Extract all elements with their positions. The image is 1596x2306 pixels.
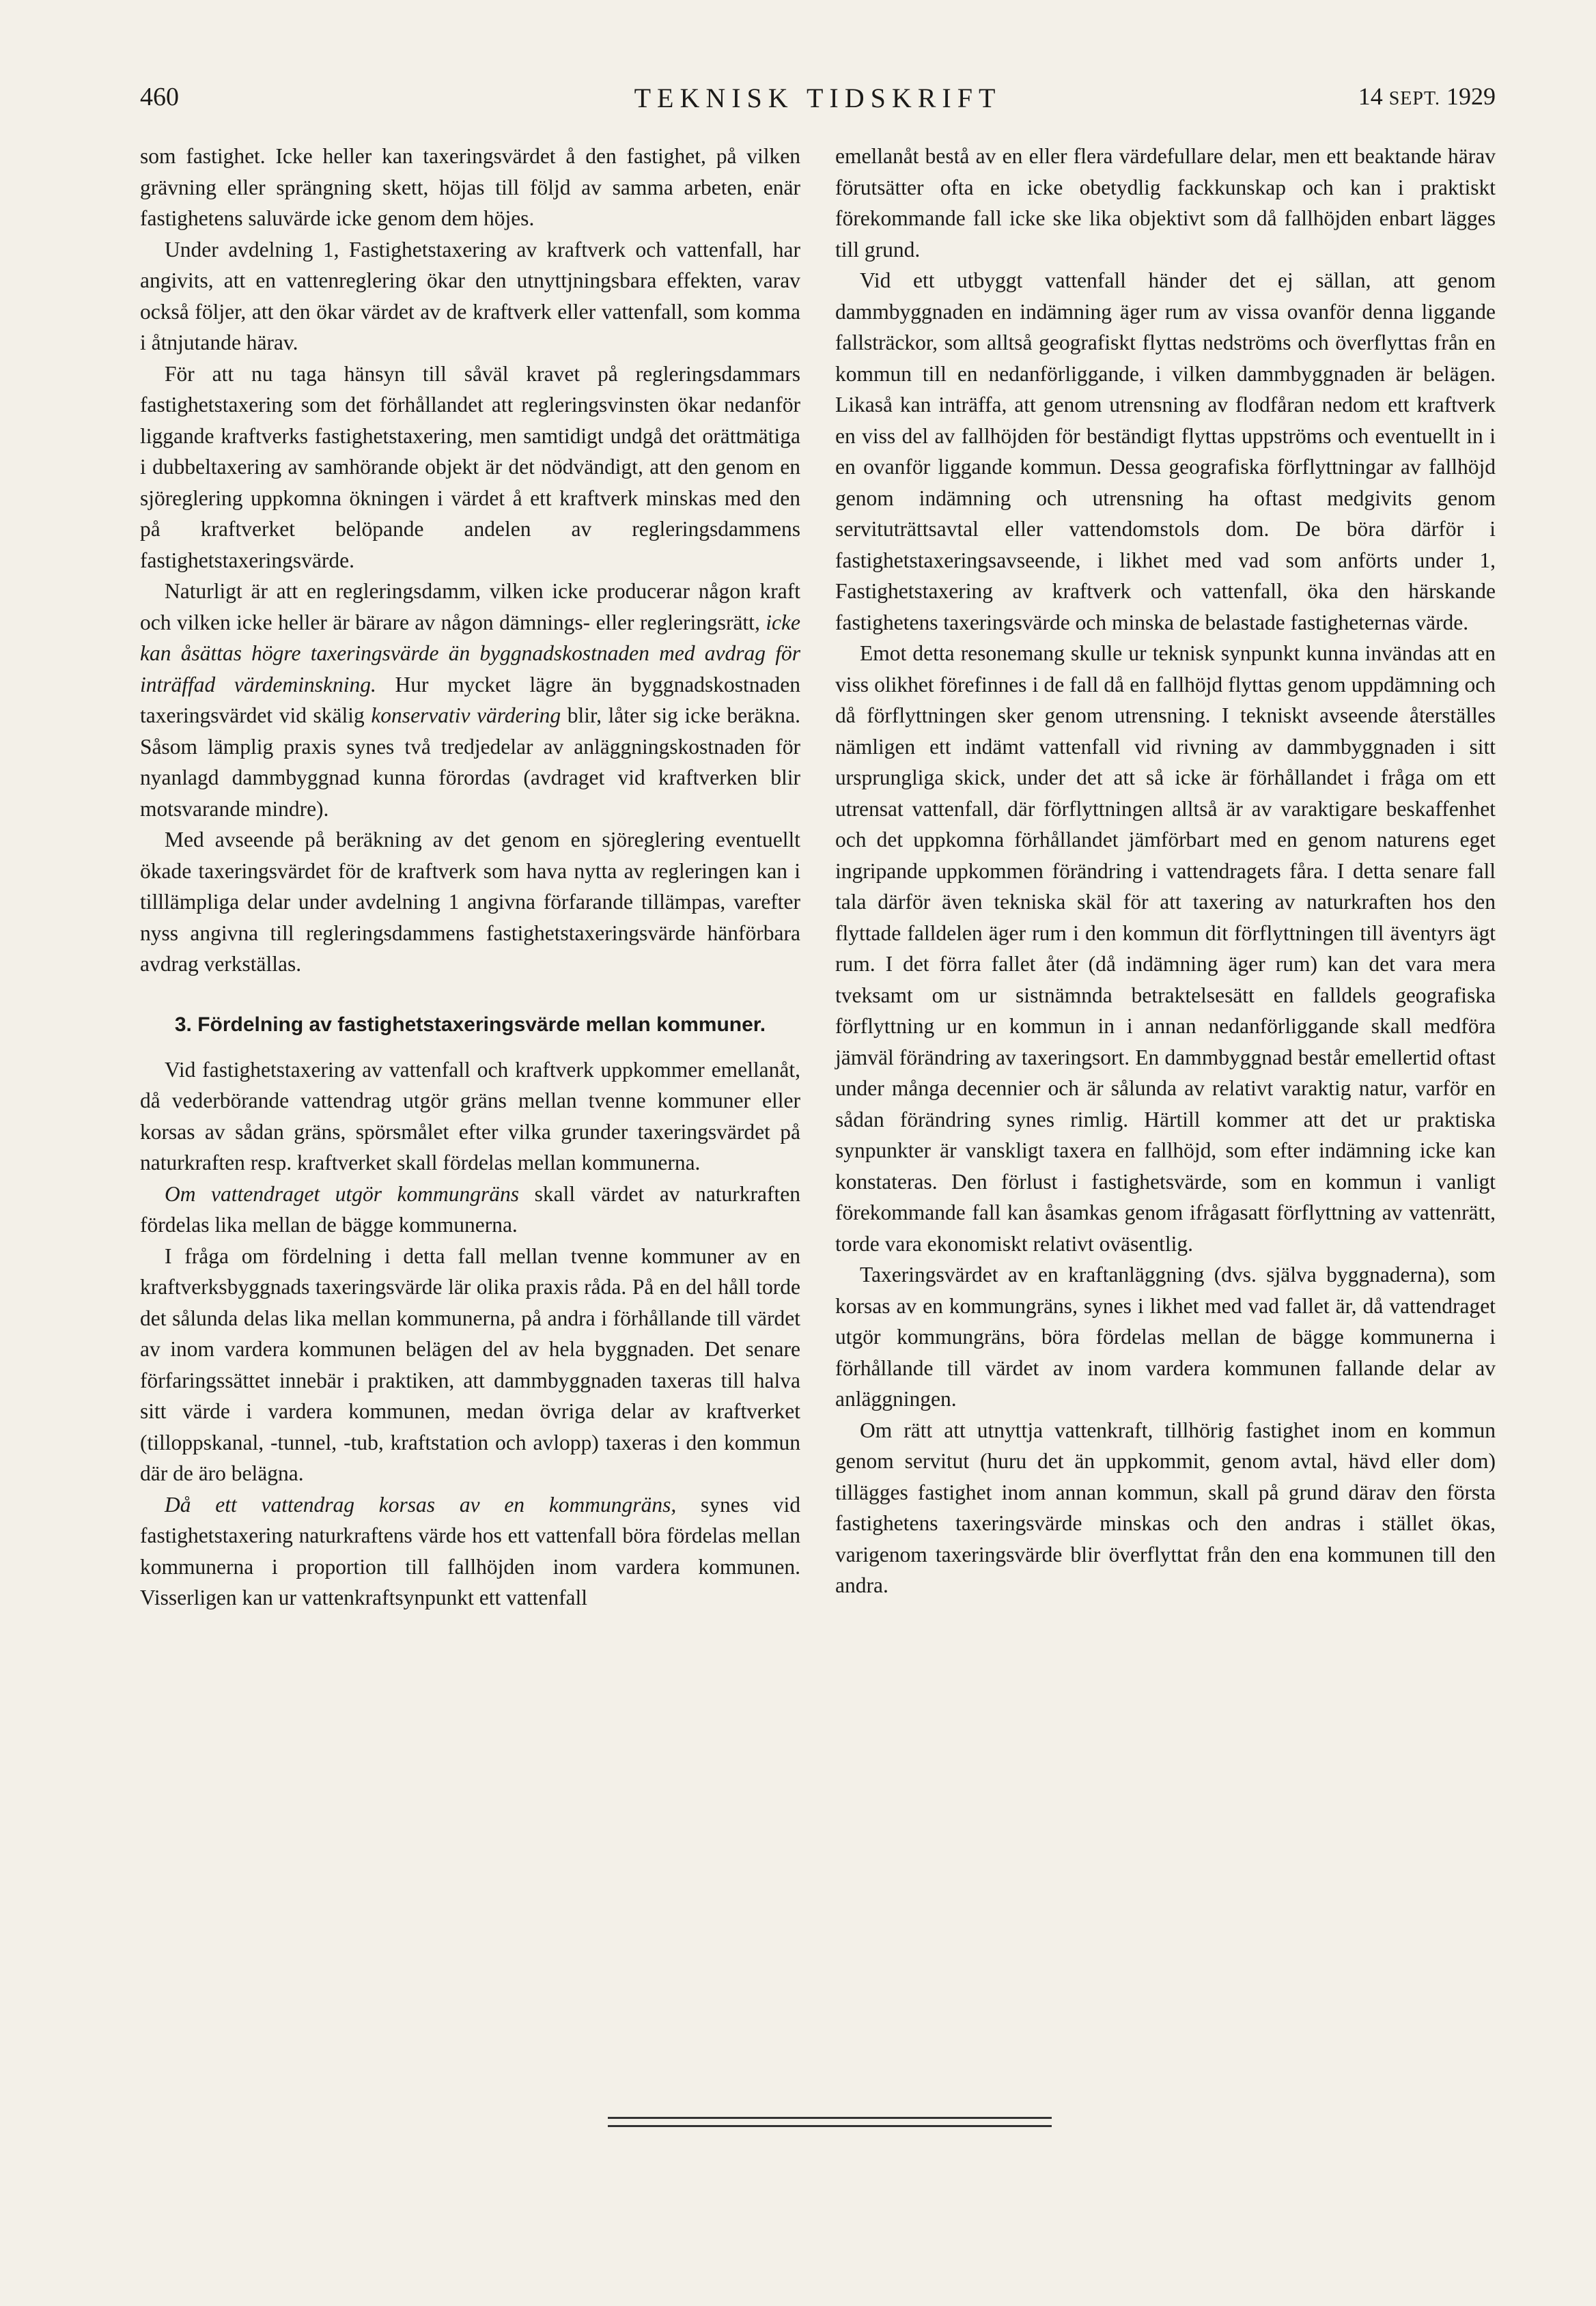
paragraph: Emot detta resonemang skulle ur teknisk synpunkt kunna invändas att en viss olikhet förefinnes i de fall då en fallhöjd flyttas genom uppdämning och då förflyttningen sker genom utrensning. I tekniskt avseende återställes nämligen ett indämt vattenfall vid rivning av dammbyggnaden i sitt ursprungliga skick, under det att så icke är förhållandet i fråga om ett utrensat vattenfall, där förflyttningen alltså är av varaktigare beskaffenhet och det uppkomna förhållandet jämförbart med en genom naturens eget ingripande uppkommen förändring i vattendragets fåra. I detta senare fall tala därför även tekniska skäl för att taxering av naturkraften hos den flyttade falldelen äger rum i den kommun dit förflyttningen till äventyrs ägt rum. I det förra fallet åter (då indämning äger rum) kan det vara mera tveksamt om ur sistnämnda betraktelsesätt en falldels geografiska förflyttning ur en kommun in i annan nedanförliggande skall medföra jämväl förändring av taxeringsort. En dammbyggnad består emellertid oftast under många decennier och är sålunda av relativt varaktig natur, varför en sådan förändring synes rimlig. Härtill kommer att det ur praktiska synpunkter är vanskligt taxera en fallhöjd, som efter indämning icke kan konstateras. Den förlust i fastighetsvärde, som en kommun i vanligt förekommande fall kan åsamkas genom ifrågasatt förflyttning av vattenrätt, torde vara ekonomiskt relativt oväsentlig. [835,641,1496,1256]
right-column [835,141,1496,1601]
paragraph: Under avdelning 1, Fastighetstaxering av kraftverk och vattenfall, har angivits, att en vattenreglering ökar den utnyttjningsbara effekten, varav också följer, att den ökar värdet av de kraftverk eller vattenfall, som komma i åtnjutande härav. [140,237,800,354]
italic-emphasis: icke kan åsättas högre taxeringsvärde än byggnadskostnaden med avdrag för inträffad värdeminskning. [140,610,800,697]
section-heading: 3. Fördelning av fastighetstaxeringsvärde mellan kommuner. [174,1013,766,1036]
issue-date-month: SEPT. [1388,88,1440,109]
paragraph: Vid fastighetstaxering av vattenfall och kraftverk uppkommer emellanåt, då vederbörande vattendrag utgör gräns mellan tvenne kommuner eller korsas av sådan gräns, spörsmålet efter vilka grunder taxeringsvärdet på naturkraften resp. kraftverket skall fördelas mellan kommunerna. [140,1057,800,1175]
end-of-article-rule [608,2117,1052,2127]
paragraph-text: synes vid fastighetstaxering naturkraftens värde hos ett vattenfall böra fördelas mellan kommunerna i proportion till fallhöjden inom vardera kommunen. Visserligen kan ur vattenkraftsynpunkt ett vattenfall [140,1492,801,1609]
paragraph-text: Hur mycket lägre än byggnadskostnaden taxeringsvärdet vid skälig [140,672,800,727]
journal-title: TEKNISK TIDSKRIFT [634,83,1002,113]
paragraph: Vid ett utbyggt vattenfall händer det ej sällan, att genom dammbyggnaden en indämning äger rum av vissa ovanför denna liggande fallsträckor, som alltså geografiskt flyttas nedströms och överflyttas från en kommun till en nedanförliggande, i vilken dammbyggnaden är belägen. Likaså kan inträffa, att genom utrensning av flodfåran nedom ett kraftverk en viss del av fallhöjden för beständigt flyttas uppströms och eventuellt in i en ovanför liggande kommun. Dessa geografiska förflyttningar av fallhöjd genom indämning och utrensning ha oftast medgivits genom servituträttsavtal eller vattendomstols dom. De böra därför i fastighetstaxeringsavseende, i likhet med vad som anförts under 1, Fastighetstaxering av kraftverk och vattenfall, öka den härskande fastighetens taxeringsvärde och minska de belastade fastigheternas värde. [835,268,1496,634]
paragraph: emellanåt bestå av en eller flera värdefullare delar, men ett beaktande härav förutsätter ofta en icke obetydlig fackkunskap och kan i praktiskt förekommande fall icke ske lika objektivt som då fallhöjden enbart lägges till grund. [835,144,1496,262]
paragraph-text: Naturligt är att en regleringsdamm, vilken icke producerar någon kraft och vilken icke heller är bärare av någon dämnings- eller regleringsrätt, [140,579,800,634]
paragraph: Med avseende på beräkning av det genom en sjöreglering eventuellt ökade taxeringsvärdet för de kraftverk som hava nytta av regleringen kan i tilllämpliga delar under avdelning 1 angivna förfarande tillämpas, varefter nyss angivna till regleringsdammens fastighetstaxeringsvärde hänförbara avdrag verkställas. [140,828,800,976]
paragraph-text: skall värdet av naturkraften fördelas lika mellan de bägge kommunerna. [140,1181,800,1237]
italic-emphasis: Då ett vattendrag korsas av en kommungräns, [165,1492,677,1517]
issue-date-year: 1929 [1446,83,1496,110]
paragraph [140,576,800,824]
paragraph-text: blir, låter sig icke beräkna. Såsom lämplig praxis synes två tredjedelar av anläggningskostnaden för nyanlagd dammbyggnad kunna förordas (avdraget vid kraftverken blir motsvarande mindre). [140,703,800,821]
italic-emphasis: konservativ värdering [371,703,561,727]
paragraph: Taxeringsvärdet av en kraftanläggning (dvs. själva byggnaderna), som korsas av en kommungräns, synes i likhet med vad fallet är, då vattendraget utgör kommungräns, böra fördelas mellan de bägge kommunerna i förhållande till värdet av inom vardera kommunen fallande delar av anläggningen. [835,1263,1496,1411]
issue-date-day: 14 [1358,83,1383,110]
paragraph: Om rätt att utnyttja vattenkraft, tillhörig fastighet inom en kommun genom servitut (huru det än uppkommit, genom avtal, hävd eller dom) tillägges fastighet inom annan kommun, skall på grund därav den första fastighetens taxeringsvärde minskas och den andras i stället ökas, varigenom taxeringsvärde blir överflyttat från den ena kommunen till den andra. [835,1418,1496,1597]
page-number: 460 [140,83,179,111]
issue-date [1358,82,1496,111]
italic-emphasis: Om vattendraget utgör kommungräns [165,1181,520,1206]
paragraph [140,1179,800,1241]
paragraph [140,1489,800,1614]
paragraph: I fråga om fördelning i detta fall mellan tvenne kommuner av en kraftverksbyggnads taxeringsvärde lär olika praxis råda. På en del håll torde det sålunda delas lika mellan kommunerna, på andra i förhållande till värdet av inom vardera kommunen belägen del av hela byggnaden. Det senare förfaringssättet innebär i praktiken, att dammbyggnaden taxeras till halva sitt värde i vardera kommunen, medan övriga delar av kraftverket (tilloppskanal, -tunnel, -tub, kraftstation och avlopp) taxeras i den kommun där de äro belägna. [140,1243,800,1485]
running-head [140,82,1496,123]
paragraph: För att nu taga hänsyn till såväl kravet på regleringsdammars fastighetstaxering som det förhållandet att regleringsvinsten ökar nedanför liggande kraftverks fastighetstaxering, men samtidigt undgå det orättmätiga i dubbeltaxering av samhörande objekt är det nödvändigt, att den genom en sjöreglering uppkomna ökningen i värdet å ett kraftverk minskas med den på kraftverket belöpande andelen av regleringsdammens fastighetstaxeringsvärde. [140,361,800,572]
paragraph: som fastighet. Icke heller kan taxeringsvärdet å den fastighet, på vilken grävning eller sprängning skett, höjas till följd av samma arbeten, enär fastighetens saluvärde icke genom dem höjes. [140,144,800,230]
left-column [140,141,800,1614]
